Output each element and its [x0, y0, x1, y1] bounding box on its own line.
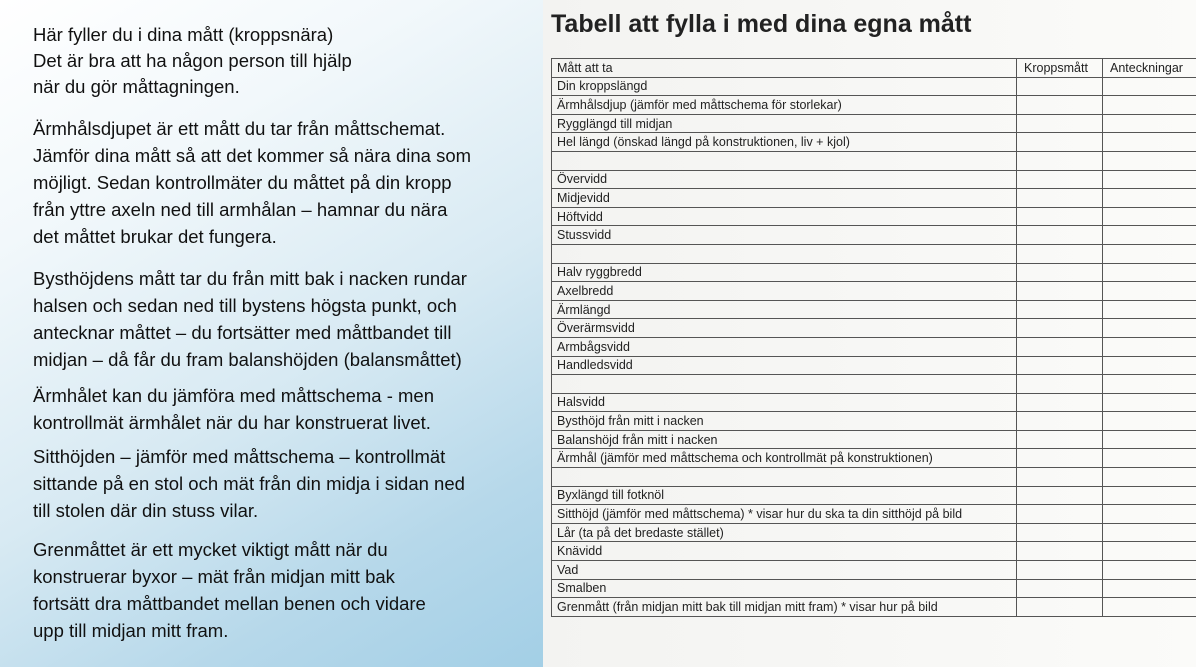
notes-cell[interactable]: [1103, 375, 1196, 394]
body-measure-cell[interactable]: [1017, 356, 1103, 375]
notes-cell[interactable]: [1103, 468, 1196, 487]
measurement-label: Halv ryggbredd: [552, 263, 1017, 282]
measurement-label: Rygglängd till midjan: [552, 114, 1017, 133]
measurement-label: Ärmlängd: [552, 300, 1017, 319]
notes-cell[interactable]: [1103, 96, 1196, 115]
body-measure-cell[interactable]: [1017, 412, 1103, 431]
body-measure-cell[interactable]: [1017, 505, 1103, 524]
table-row: [552, 468, 1196, 487]
table-row: [552, 96, 1196, 115]
measurement-label: Byxlängd till fotknöl: [552, 486, 1017, 505]
notes-cell[interactable]: [1103, 300, 1196, 319]
measurement-label: Höftvidd: [552, 207, 1017, 226]
body-measure-cell[interactable]: [1017, 319, 1103, 338]
body-measure-cell[interactable]: [1017, 170, 1103, 189]
body-measure-cell[interactable]: [1017, 430, 1103, 449]
notes-cell[interactable]: [1103, 412, 1196, 431]
measurement-label: Axelbredd: [552, 282, 1017, 301]
body-measure-cell[interactable]: [1017, 244, 1103, 263]
body-measure-cell[interactable]: [1017, 579, 1103, 598]
notes-cell[interactable]: [1103, 542, 1196, 561]
measurement-label: [552, 151, 1017, 170]
table-row: [552, 319, 1196, 338]
body-measure-cell[interactable]: [1017, 375, 1103, 394]
notes-cell[interactable]: [1103, 393, 1196, 412]
table-row: [552, 244, 1196, 263]
table-body: [552, 77, 1196, 616]
notes-cell[interactable]: [1103, 356, 1196, 375]
notes-cell[interactable]: [1103, 505, 1196, 524]
measurement-label: Vad: [552, 561, 1017, 580]
notes-cell[interactable]: [1103, 486, 1196, 505]
measurement-label: Armbågsvidd: [552, 337, 1017, 356]
body-measure-cell[interactable]: [1017, 226, 1103, 245]
measurement-label: Ärmhål (jämför med måttschema och kontrollmät på konstruktionen): [552, 449, 1017, 468]
notes-cell[interactable]: [1103, 523, 1196, 542]
body-measure-cell[interactable]: [1017, 393, 1103, 412]
body-measure-cell[interactable]: [1017, 189, 1103, 208]
table-header-row: [552, 59, 1196, 78]
table-row: [552, 505, 1196, 524]
table-row: [552, 561, 1196, 580]
crotch-measure-paragraph: Grenmåttet är ett mycket viktigt mått när du konstruerar byxor – mät från midjan mitt bak fortsätt dra måttbandet mellan benen och vidare upp till midjan mitt fram.: [33, 539, 426, 641]
header-measurement: Mått att ta: [552, 59, 1017, 78]
table-row: [552, 226, 1196, 245]
body-measure-cell[interactable]: [1017, 96, 1103, 115]
table-row: [552, 542, 1196, 561]
table-row: [552, 133, 1196, 152]
measurement-label: Balanshöjd från mitt i nacken: [552, 430, 1017, 449]
notes-cell[interactable]: [1103, 430, 1196, 449]
body-measure-cell[interactable]: [1017, 542, 1103, 561]
measurement-label: Övervidd: [552, 170, 1017, 189]
notes-cell[interactable]: [1103, 189, 1196, 208]
table-row: [552, 263, 1196, 282]
armhole-paragraph: Ärmhålet kan du jämföra med måttschema - men kontrollmät ärmhålet när du har konstruerat livet.: [33, 385, 434, 433]
measurement-label: Smalben: [552, 579, 1017, 598]
body-measure-cell[interactable]: [1017, 282, 1103, 301]
notes-cell[interactable]: [1103, 133, 1196, 152]
table-row: [552, 523, 1196, 542]
measurement-label: [552, 468, 1017, 487]
table-row: [552, 77, 1196, 96]
notes-cell[interactable]: [1103, 579, 1196, 598]
instructions-panel: [0, 0, 543, 667]
body-measure-cell[interactable]: [1017, 263, 1103, 282]
table-row: [552, 449, 1196, 468]
table-row: [552, 300, 1196, 319]
intro-paragraph: Här fyller du i dina mått (kroppsnära) Det är bra att ha någon person till hjälp när du gör måttagningen.: [33, 24, 352, 97]
table-row: [552, 598, 1196, 617]
body-measure-cell[interactable]: [1017, 468, 1103, 487]
measurement-label: Sitthöjd (jämför med måttschema) * visar hur du ska ta din sitthöjd på bild: [552, 505, 1017, 524]
notes-cell[interactable]: [1103, 337, 1196, 356]
table-row: [552, 393, 1196, 412]
measurement-label: Knävidd: [552, 542, 1017, 561]
measurement-label: Stussvidd: [552, 226, 1017, 245]
notes-cell[interactable]: [1103, 114, 1196, 133]
table-row: [552, 189, 1196, 208]
body-measure-cell[interactable]: [1017, 337, 1103, 356]
notes-cell[interactable]: [1103, 449, 1196, 468]
notes-cell[interactable]: [1103, 151, 1196, 170]
header-body-measure: Kroppsmått: [1017, 59, 1103, 78]
table-row: [552, 430, 1196, 449]
measurement-label: Bysthöjd från mitt i nacken: [552, 412, 1017, 431]
table-row: [552, 412, 1196, 431]
body-measure-cell[interactable]: [1017, 151, 1103, 170]
table-row: [552, 337, 1196, 356]
notes-cell[interactable]: [1103, 170, 1196, 189]
body-measure-cell[interactable]: [1017, 449, 1103, 468]
body-measure-cell[interactable]: [1017, 486, 1103, 505]
measurement-label: Din kroppslängd: [552, 77, 1017, 96]
measurement-label: [552, 244, 1017, 263]
notes-cell[interactable]: [1103, 598, 1196, 617]
bust-height-paragraph: Bysthöjdens mått tar du från mitt bak i nacken rundar halsen och sedan ned till bystens högsta punkt, och antecknar måttet – du fortsätter med måttbandet till midjan – då får du fram balanshöjden (balansmåttet): [33, 268, 467, 370]
notes-cell[interactable]: [1103, 207, 1196, 226]
measurement-label: Midjevidd: [552, 189, 1017, 208]
table-row: [552, 170, 1196, 189]
measurement-label: Handledsvidd: [552, 356, 1017, 375]
measurement-table: [551, 58, 1196, 617]
body-measure-cell[interactable]: [1017, 561, 1103, 580]
body-measure-cell[interactable]: [1017, 300, 1103, 319]
table-row: [552, 151, 1196, 170]
body-measure-cell[interactable]: [1017, 77, 1103, 96]
body-measure-cell[interactable]: [1017, 523, 1103, 542]
measurement-label: Hel längd (önskad längd på konstruktionen, liv + kjol): [552, 133, 1017, 152]
table-row: [552, 114, 1196, 133]
seat-height-paragraph: Sitthöjden – jämför med måttschema – kontrollmät sittande på en stol och mät från din midja i sidan ned till stolen där din stuss vilar.: [33, 446, 465, 521]
table-row: [552, 375, 1196, 394]
measurement-label: Halsvidd: [552, 393, 1017, 412]
body-measure-cell[interactable]: [1017, 207, 1103, 226]
table-row: [552, 579, 1196, 598]
measurement-label: [552, 375, 1017, 394]
measurement-sheet: [543, 0, 1196, 667]
table-row: [552, 486, 1196, 505]
header-notes: Anteckningar: [1103, 59, 1196, 78]
table-row: [552, 207, 1196, 226]
notes-cell[interactable]: [1103, 263, 1196, 282]
notes-cell[interactable]: [1103, 561, 1196, 580]
notes-cell[interactable]: [1103, 282, 1196, 301]
measurement-label: Grenmått (från midjan mitt bak till midjan mitt fram) * visar hur på bild: [552, 598, 1017, 617]
measurement-label: Överärmsvidd: [552, 319, 1017, 338]
body-measure-cell[interactable]: [1017, 114, 1103, 133]
measurement-label: Lår (ta på det bredaste stället): [552, 523, 1017, 542]
notes-cell[interactable]: [1103, 244, 1196, 263]
sheet-title: Tabell att fylla i med dina egna mått: [551, 10, 972, 38]
body-measure-cell[interactable]: [1017, 133, 1103, 152]
armhole-depth-paragraph: Ärmhålsdjupet är ett mått du tar från måttschemat. Jämför dina mått så att det kommer så nära dina som möjligt. Sedan kontrollmäter du måttet på din kropp från yttre axeln ned till armhålan – hamnar du nära det måttet brukar det fungera.: [33, 118, 472, 247]
table-row: [552, 356, 1196, 375]
table-row: [552, 282, 1196, 301]
notes-cell[interactable]: [1103, 226, 1196, 245]
measurement-label: Ärmhålsdjup (jämför med måttschema för storlekar): [552, 96, 1017, 115]
body-measure-cell[interactable]: [1017, 598, 1103, 617]
notes-cell[interactable]: [1103, 319, 1196, 338]
notes-cell[interactable]: [1103, 77, 1196, 96]
